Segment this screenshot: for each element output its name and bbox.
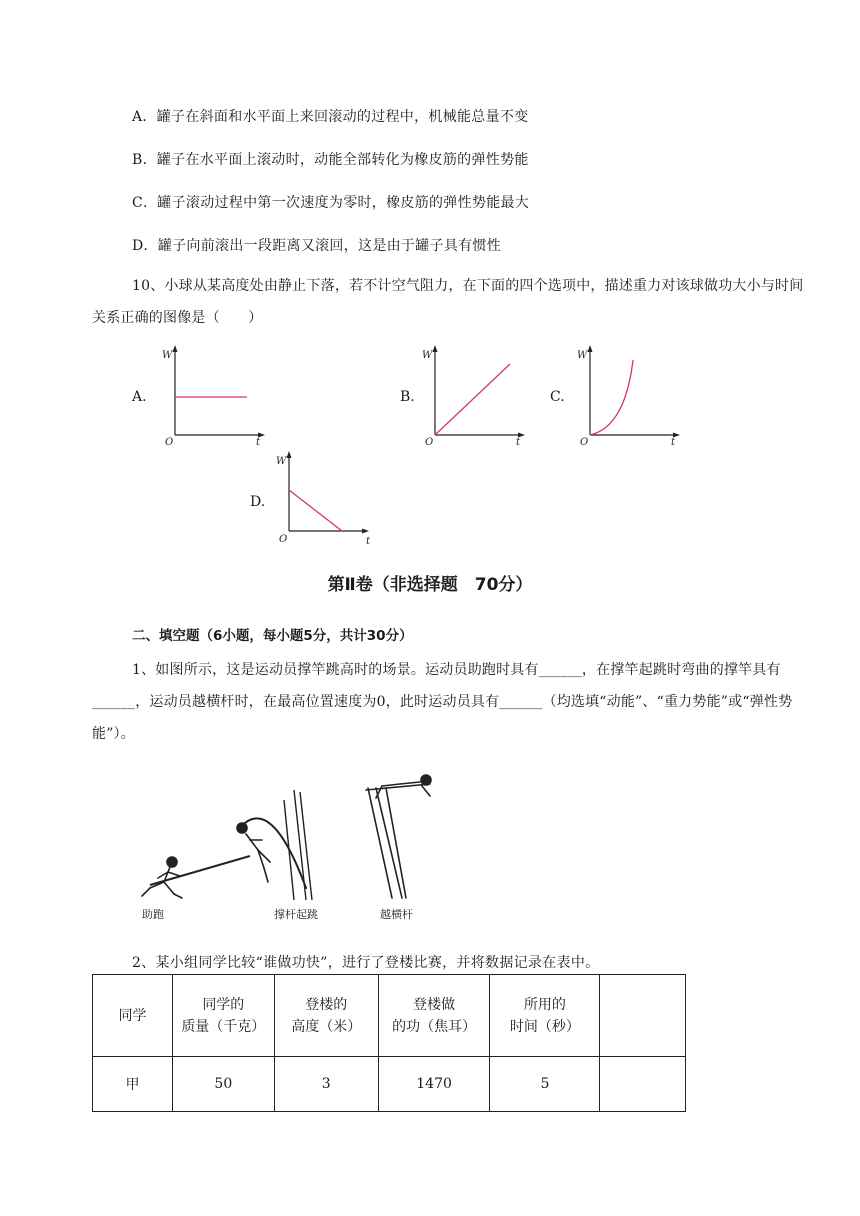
q10-question — [92, 270, 804, 334]
section-title: 第Ⅱ卷（非选择题 70分） — [327, 575, 533, 595]
graph-d-x-label: t — [366, 536, 371, 547]
fill1-question-text: 1、如图所示，这是运动员撑竿跳高时的场景。运动员助跑时具有______，在撑竿起跳时弯曲的撑竿具有______，运动员越横杆时，在最高位置速度为0，此时运动员具有______（均选填“动能”、“重力势能”或“弹性势能”）。 — [92, 662, 793, 742]
q10-label-b: B. — [400, 389, 415, 405]
graph-b-x-label: t — [516, 437, 521, 446]
graph-d-origin: O — [279, 534, 288, 545]
graph-b-origin: O — [425, 437, 434, 446]
q9-option-a: A．罐子在斜面和水平面上来回滚动的过程中，机械能总量不变 — [132, 109, 529, 125]
q9-option-c: C．罐子滚动过程中第一次速度为零时，橡皮筋的弹性势能最大 — [132, 195, 530, 211]
table-header-cell — [600, 975, 686, 1057]
graph-d — [276, 448, 386, 552]
graph-a-x-label: t — [256, 437, 261, 446]
graph-c — [577, 342, 687, 446]
runner-pole — [150, 856, 250, 885]
table-cell: 5 — [490, 1057, 600, 1112]
graph-b — [422, 342, 532, 446]
graph-d-curve — [289, 490, 342, 531]
section-heading: 二、填空题（6小题，每小题5分，共计30分） — [132, 628, 413, 644]
table-cell: 3 — [274, 1057, 378, 1112]
graph-c-y-label: W — [577, 350, 588, 361]
q10-question-text: 10、小球从某高度处由静止下落，若不计空气阻力，在下面的四个选项中，描述重力对该球做功大小与时间关系正确的图像是（ ） — [92, 278, 804, 326]
caption-run: 助跑 — [142, 908, 164, 921]
q10-label-a: A. — [132, 389, 147, 405]
table-header-cell: 登楼的 高度（米） — [274, 975, 378, 1057]
table-header-cell: 登楼做 的功（焦耳） — [378, 975, 490, 1057]
caption-bar: 越横杆 — [380, 908, 413, 921]
graph-c-x-label: t — [671, 437, 676, 446]
graph-a-y-label: W — [162, 350, 173, 361]
graph-a-origin: O — [165, 437, 174, 446]
table-header-row — [93, 975, 686, 1057]
table-header-cell: 同学 — [93, 975, 173, 1057]
q9-option-d: D．罐子向前滚出一段距离又滚回，这是由于罐子具有惯性 — [132, 238, 502, 254]
table-cell: 甲 — [93, 1057, 173, 1112]
pole-vault-illustration — [130, 770, 450, 930]
graph-d-y-label: W — [276, 456, 287, 467]
graph-b-curve — [435, 364, 510, 435]
table-header-cell: 同学的 质量（千克） — [172, 975, 274, 1057]
bar-clearance-figure — [366, 775, 431, 898]
graph-a — [162, 342, 272, 446]
graph-c-curve — [590, 360, 633, 435]
takeoff-figure — [237, 818, 306, 888]
q10-label-c: C. — [550, 389, 565, 405]
fill1-question — [92, 654, 804, 750]
table-cell — [600, 1057, 686, 1112]
graph-c-origin: O — [580, 437, 589, 446]
table-cell: 50 — [172, 1057, 274, 1112]
fill2-question: 2、某小组同学比较“谁做功快”，进行了登楼比赛，并将数据记录在表中。 — [132, 955, 600, 971]
table-cell: 1470 — [378, 1057, 490, 1112]
table-header-cell: 所用的 时间（秒） — [490, 975, 600, 1057]
data-table — [92, 974, 686, 1112]
table-row — [93, 1057, 686, 1112]
caption-takeoff: 撑杆起跳 — [274, 908, 318, 921]
q10-label-d: D. — [250, 494, 266, 510]
graph-b-y-label: W — [422, 350, 433, 361]
q9-option-b: B．罐子在水平面上滚动时，动能全部转化为橡皮筋的弹性势能 — [132, 152, 529, 168]
